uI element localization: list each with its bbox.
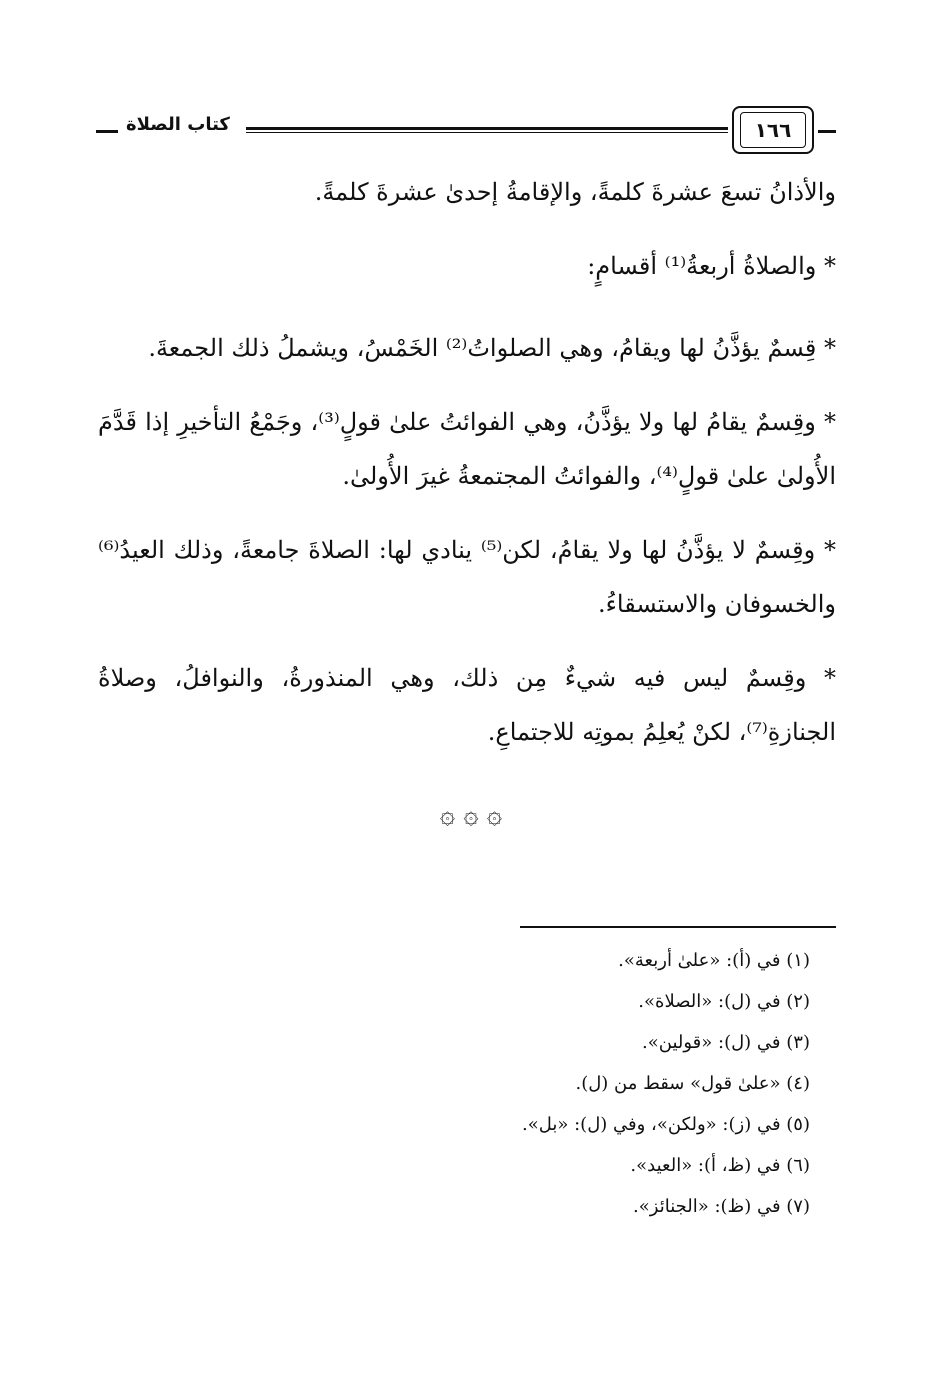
page-number: ١٦٦	[740, 112, 806, 148]
header-rule-left	[96, 130, 118, 133]
footnote-2: (٢) في (ل): «الصلاة».	[638, 991, 810, 1012]
footnote-7: (٧) في (ظ): «الجنائز».	[633, 1196, 810, 1217]
page-header	[96, 100, 836, 160]
footnote-6: (٦) في (ظ، أ): «العيد».	[630, 1155, 810, 1176]
page-number-frame	[732, 106, 814, 154]
paragraph-division-4: * وقِسمٌ ليس فيه شيءٌ مِن ذلك، وهي المنذورةُ، والنوافلُ، وصلاةُ الجنازةِ⁽⁷⁾، لكنْ يُعلِمُ بموتِه للاجتماعِ.	[98, 664, 836, 746]
paragraph-division-2: * وقِسمٌ يقامُ لها ولا يؤذَّنُ، وهي الفوائتُ علىٰ قولٍ⁽³⁾، وجَمْعُ التأخيرِ إذا قَدَّمَ الأُولىٰ علىٰ قولٍ⁽⁴⁾، والفوائتُ المجتمعةُ غيرَ الأُولىٰ.	[98, 408, 836, 490]
header-rule	[246, 127, 728, 130]
footnote-5: (٥) في (ز): «ولكن»، وفي (ل): «بل».	[522, 1114, 810, 1135]
header-rule-right	[818, 130, 836, 133]
main-text	[98, 165, 836, 779]
paragraph-prayer-divisions: * والصلاةُ أربعةُ⁽¹⁾ أقسامٍ:	[587, 252, 836, 280]
footnotes	[400, 940, 810, 1227]
footnote-rule	[520, 926, 836, 928]
paragraph-division-3: * وقِسمٌ لا يؤذَّنُ لها ولا يقامُ، لكن⁽⁵⁾ ينادي لها: الصلاةَ جامعةً، وذلك العيدُ⁽⁶⁾ والخسوفان والاستسقاءُ.	[98, 536, 837, 618]
chapter-title: كتاب الصلاة	[126, 114, 230, 135]
footnote-3: (٣) في (ل): «قولين».	[642, 1032, 810, 1053]
footnote-4: (٤) «علىٰ قول» سقط من (ل).	[575, 1073, 810, 1094]
header-rule-thin	[246, 132, 728, 133]
paragraph-adhan: والأذانُ تسعَ عشرةَ كلمةً، والإقامةُ إحدىٰ عشرةَ كلمةً.	[314, 178, 836, 206]
paragraph-division-1: * قِسمٌ يؤذَّنُ لها ويقامُ، وهي الصلواتُ⁽²⁾ الخَمْسُ، ويشملُ ذلك الجمعةَ.	[148, 334, 836, 362]
footnote-1: (١) في (أ): «علىٰ أربعة».	[618, 950, 810, 971]
section-separator: ۞ ۞ ۞	[439, 800, 503, 830]
